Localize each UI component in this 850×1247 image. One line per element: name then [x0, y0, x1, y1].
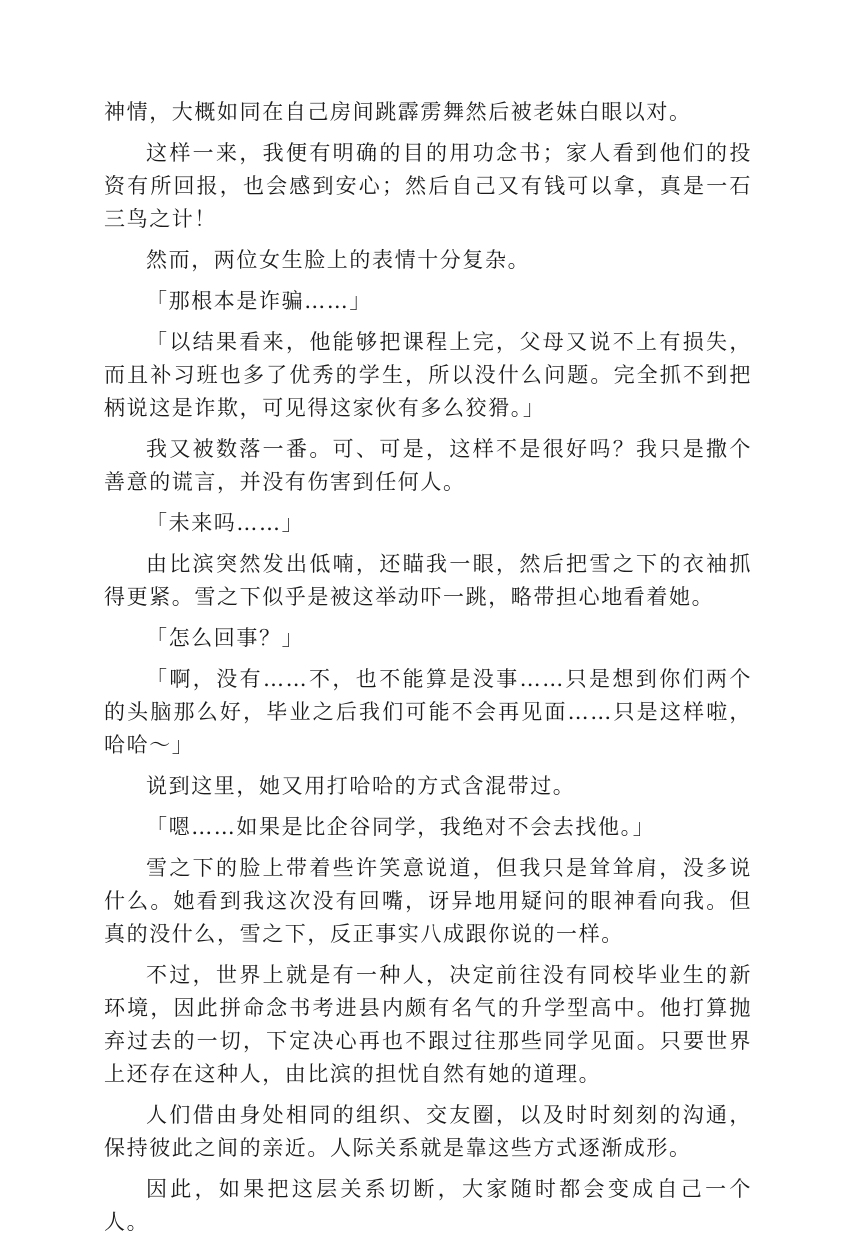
paragraph: 说到这里，她又用打哈哈的方式含混带过。	[146, 774, 576, 798]
paragraph: 「怎么回事？」	[146, 626, 305, 650]
paragraph: 我又被数落一番。可、可是，这样不是很好吗？我只是撒个善意的谎言，并没有伤害到任何人。	[104, 437, 752, 494]
paragraph: 「未来吗……」	[146, 511, 305, 535]
paragraph: 因此，如果把这层关系切断，大家随时都会变成自己一个人。	[104, 1177, 752, 1234]
paragraph: 然而，两位女生脸上的表情十分复杂。	[146, 248, 531, 272]
paragraph: 「啊，没有……不，也不能算是没事……只是想到你们两个的头脑那么好，毕业之后我们可能不会再见面……只是这样啦，哈哈～」	[104, 667, 752, 757]
paragraph: 「那根本是诈骗……」	[146, 289, 372, 313]
paragraph: 神情，大概如同在自己房间跳霹雳舞然后被老妹白眼以对。	[104, 100, 692, 124]
paragraph: 由比滨突然发出低喃，还瞄我一眼，然后把雪之下的衣袖抓得更紧。雪之下似乎是被这举动吓一跳，略带担心地看着她。	[104, 552, 752, 609]
paragraph: 这样一来，我便有明确的目的用功念书；家人看到他们的投资有所回报，也会感到安心；然后自己又有钱可以拿，真是一石三鸟之计！	[104, 141, 752, 231]
paragraph: 雪之下的脸上带着些许笑意说道，但我只是耸耸肩，没多说什么。她看到我这次没有回嘴，讶异地用疑问的眼神看向我。但真的没什么，雪之下，反正事实八成跟你说的一样。	[104, 856, 752, 946]
paragraph: 「嗯……如果是比企谷同学，我绝对不会去找他。」	[146, 815, 656, 839]
paragraph: 不过，世界上就是有一种人，决定前往没有同校毕业生的新环境，因此拼命念书考进县内颇有名气的升学型高中。他打算抛弃过去的一切，下定决心再也不跟过往那些同学见面。只要世界上还存在这种人，由比滨的担忧自然有她的道理。	[104, 963, 752, 1086]
paragraph: 「以结果看来，他能够把课程上完，父母又说不上有损失，而且补习班也多了优秀的学生，所以没什么问题。完全抓不到把柄说这是诈欺，可见得这家伙有多么狡猾。」	[104, 330, 752, 420]
paragraph: 人们借由身处相同的组织、交友圈，以及时时刻刻的沟通，保持彼此之间的亲近。人际关系就是靠这些方式逐渐成形。	[104, 1103, 752, 1160]
body-text	[104, 96, 752, 1247]
